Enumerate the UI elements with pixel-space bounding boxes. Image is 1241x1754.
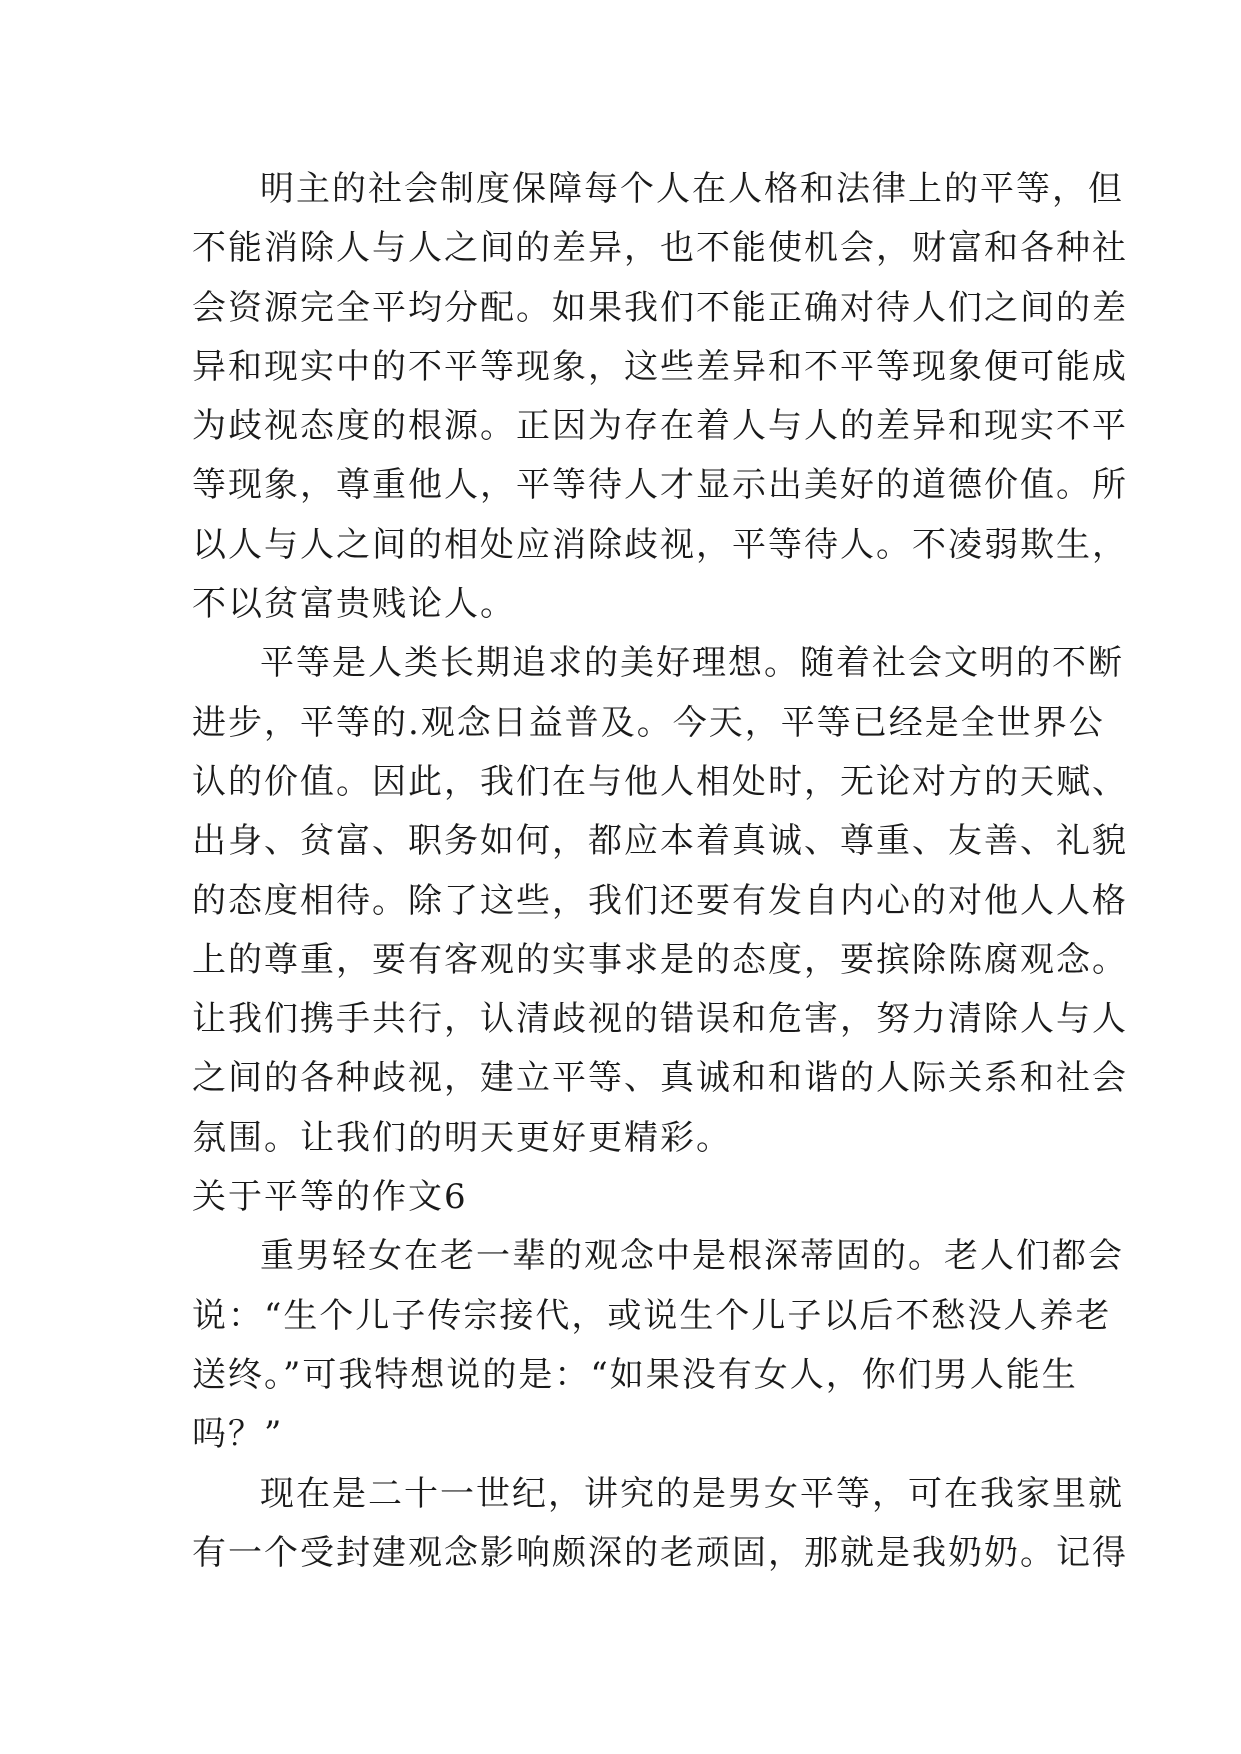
paragraph-line: 以人与人之间的相处应消除歧视，平等待人。不凌弱欺生， (192, 524, 1128, 565)
section-heading: 关于平等的作文6 (192, 1177, 468, 1218)
paragraph (192, 634, 1128, 1168)
paragraph-line: 之间的各种歧视，建立平等、真诚和和谐的人际关系和社会 (192, 1058, 1128, 1099)
paragraph (192, 1227, 1124, 1464)
paragraph (192, 1465, 1128, 1584)
paragraph-line: 氛围。让我们的明天更好更精彩。 (192, 1117, 732, 1158)
paragraph-line: 明主的社会制度保障每个人在人格和法律上的平等，但 (260, 169, 1124, 209)
paragraph-line: 会资源完全平均分配。如果我们不能正确对待人们之间的差 (192, 287, 1128, 328)
paragraph-line: 等现象，尊重他人，平等待人才显示出美好的道德价值。所 (192, 465, 1128, 506)
paragraph-line: 出身、贫富、职务如何，都应本着真诚、尊重、友善、礼貌 (192, 821, 1128, 862)
paragraph-line: 说：“生个儿子传宗接代，或说生个儿子以后不愁没人养老 (192, 1295, 1112, 1336)
paragraph-line: 为歧视态度的根源。正因为存在着人与人的差异和现实不平 (192, 406, 1128, 447)
paragraph-line: 不以贫富贵贱论人。 (192, 584, 516, 625)
paragraph (192, 160, 1128, 634)
paragraph-line: 的态度相待。除了这些，我们还要有发自内心的对他人人格 (192, 880, 1128, 921)
paragraph-line: 进步，平等的.观念日益普及。今天，平等已经是全世界公 (192, 702, 1105, 743)
paragraph-line: 送终。”可我特想说的是：“如果没有女人，你们男人能生 (192, 1354, 1078, 1395)
paragraph-line: 不能消除人与人之间的差异，也不能使机会，财富和各种社 (192, 228, 1128, 269)
document-body (192, 160, 1128, 1583)
paragraph-line: 异和现实中的不平等现象，这些差异和不平等现象便可能成 (192, 346, 1128, 387)
paragraph-line: 让我们携手共行，认清歧视的错误和危害，努力清除人与人 (192, 999, 1128, 1040)
paragraph-line: 平等是人类长期追求的美好理想。随着社会文明的不断 (260, 643, 1124, 684)
paragraph-line: 上的尊重，要有客观的实事求是的态度，要摈除陈腐观念。 (192, 939, 1128, 980)
paragraph-line: 吗？” (192, 1414, 284, 1455)
paragraph-line: 有一个受封建观念影响颇深的老顽固，那就是我奶奶。记得 (192, 1532, 1128, 1573)
paragraph-line: 现在是二十一世纪，讲究的是男女平等，可在我家里就 (260, 1473, 1124, 1514)
paragraph-line: 认的价值。因此，我们在与他人相处时，无论对方的天赋、 (192, 761, 1128, 802)
paragraph-line: 重男轻女在老一辈的观念中是根深蒂固的。老人们都会 (260, 1236, 1124, 1277)
